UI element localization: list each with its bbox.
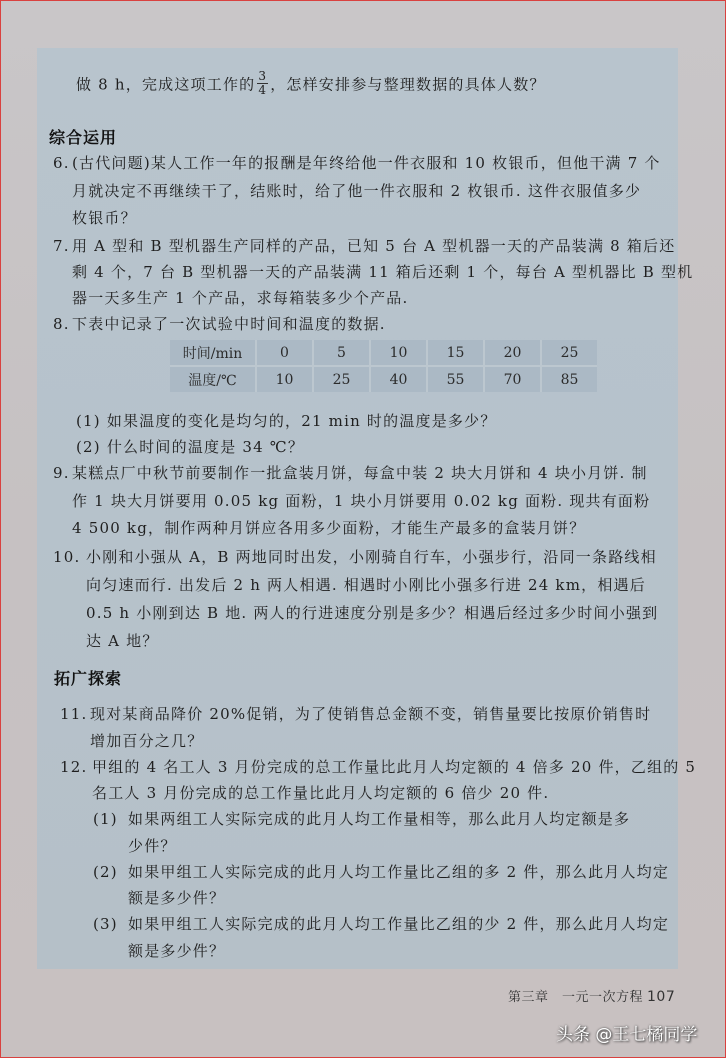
- table-row-temperature: [170, 366, 597, 392]
- page-footer: [508, 986, 675, 1005]
- table-header-time: 时间/min: [170, 340, 256, 366]
- question-12-sub-3-line-2: 额是多少件？: [128, 942, 226, 960]
- question-10-line-1: 小刚和小强从 A，B 两地同时出发，小刚骑自行车，小强步行，沿同一条路线相: [86, 548, 657, 566]
- table-cell: 20: [484, 340, 541, 366]
- table-cell: 10: [256, 366, 313, 392]
- table-cell: 55: [427, 366, 484, 392]
- question-12-number: 12.: [60, 758, 88, 776]
- question-10-line-4: 达 A 地？: [86, 632, 159, 650]
- question-10-line-2: 向匀速而行. 出发后 2 h 两人相遇. 相遇时小刚比小强多行进 24 km，相遇后: [86, 576, 646, 594]
- question-7-line-2: 剩 4 个，7 台 B 型机器一天的产品装满 11 箱后还剩 1 个，每台 A 型机器比 B 型机: [72, 263, 694, 281]
- question-10-number: 10.: [53, 548, 81, 566]
- time-temperature-table: [170, 340, 597, 392]
- question-12-line-2: 名工人 3 月份完成的总工作量比此月人均定额的 6 倍少 20 件.: [92, 784, 550, 802]
- table-cell: 0: [256, 340, 313, 366]
- watermark: 头条 @王七橘同学: [556, 1025, 698, 1045]
- intro-text-after: ，怎样安排参与整理数据的具体人数？: [270, 75, 546, 94]
- question-12-sub-2-label: (2): [93, 863, 118, 881]
- question-9-number: 9.: [53, 464, 70, 482]
- question-8-sub-2: (2) 什么时间的温度是 34 ℃？: [76, 438, 305, 456]
- table-row-time: [170, 340, 597, 366]
- table-cell: 25: [541, 340, 597, 366]
- question-7-line-1: 用 A 型和 B 型机器生产同样的产品，已知 5 台 A 型机器一天的产品装满 8 箱后还: [72, 237, 676, 255]
- fraction-three-quarters: $\frac{3}{4}$: [258, 69, 268, 97]
- question-11-line-1: 现对某商品降价 20%促销，为了使销售总金额不变，销售量要比按原价销售时: [90, 705, 652, 723]
- question-12-sub-2-line-1: 如果甲组工人实际完成的此月人均工作量比乙组的多 2 件，那么此月人均定: [128, 863, 670, 881]
- question-12-sub-1-line-1: 如果两组工人实际完成的此月人均工作量相等，那么此月人均定额是多: [128, 810, 631, 828]
- table-cell: 40: [370, 366, 427, 392]
- question-12-sub-1-line-2: 少件？: [128, 837, 177, 855]
- question-8-sub-1: (1) 如果温度的变化是均匀的，21 min 时的温度是多少？: [76, 412, 497, 430]
- table-cell: 25: [313, 366, 370, 392]
- section-heading-comprehensive: 综合运用: [49, 128, 118, 147]
- question-8-line-1: 下表中记录了一次试验中时间和温度的数据.: [72, 315, 386, 333]
- question-6-number: 6.: [53, 154, 70, 172]
- question-12-sub-2-line-2: 额是多少件？: [128, 889, 226, 907]
- question-12-sub-1-label: (1): [93, 810, 118, 828]
- table-cell: 10: [370, 340, 427, 366]
- question-11-line-2: 增加百分之几？: [90, 732, 204, 750]
- question-6-line-3: 枚银币？: [72, 209, 137, 227]
- question-8-number: 8.: [53, 315, 70, 333]
- question-12-sub-3-label: (3): [93, 915, 118, 933]
- question-9-line-1: 某糕点厂中秋节前要制作一批盒装月饼，每盒中装 2 块大月饼和 4 块小月饼. 制: [72, 464, 648, 482]
- intro-line: [76, 69, 546, 99]
- question-9-line-2: 作 1 块大月饼要用 0.05 kg 面粉，1 块小月饼要用 0.02 kg 面粉. 现共有面粉: [72, 492, 651, 510]
- question-7-line-3: 器一天多生产 1 个产品，求每箱装多少个产品.: [72, 289, 409, 307]
- question-6-line-2: 月就决定不再继续干了，结账时，给了他一件衣服和 2 枚银币. 这件衣服值多少: [72, 182, 642, 200]
- section-heading-exploration: 拓广探索: [54, 669, 123, 688]
- question-11-number: 11.: [60, 705, 88, 723]
- table-cell: 85: [541, 366, 597, 392]
- question-10-line-3: 0.5 h 小刚到达 B 地. 两人的行进速度分别是多少？相遇后经过多少时间小强到: [86, 604, 659, 622]
- question-7-number: 7.: [53, 237, 70, 255]
- question-6-line-1: (古代问题)某人工作一年的报酬是年终给他一件衣服和 10 枚银币，但他干满 7 个: [72, 154, 661, 172]
- intro-text-before: 做 8 h，完成这项工作的: [76, 75, 256, 94]
- question-12-line-1: 甲组的 4 名工人 3 月份完成的总工作量比此月人均定额的 4 倍多 20 件，乙组的 5: [92, 758, 697, 776]
- table-cell: 70: [484, 366, 541, 392]
- question-12-sub-3-line-1: 如果甲组工人实际完成的此月人均工作量比乙组的少 2 件，那么此月人均定: [128, 915, 670, 933]
- question-9-line-3: 4 500 kg，制作两种月饼应各用多少面粉，才能生产最多的盒装月饼？: [72, 519, 586, 537]
- page-number: 107: [647, 989, 676, 1005]
- table-header-temperature: 温度/℃: [188, 372, 237, 389]
- table-cell: 5: [313, 340, 370, 366]
- table-cell: 15: [427, 340, 484, 366]
- chapter-title: 第三章 一元一次方程: [508, 990, 644, 1005]
